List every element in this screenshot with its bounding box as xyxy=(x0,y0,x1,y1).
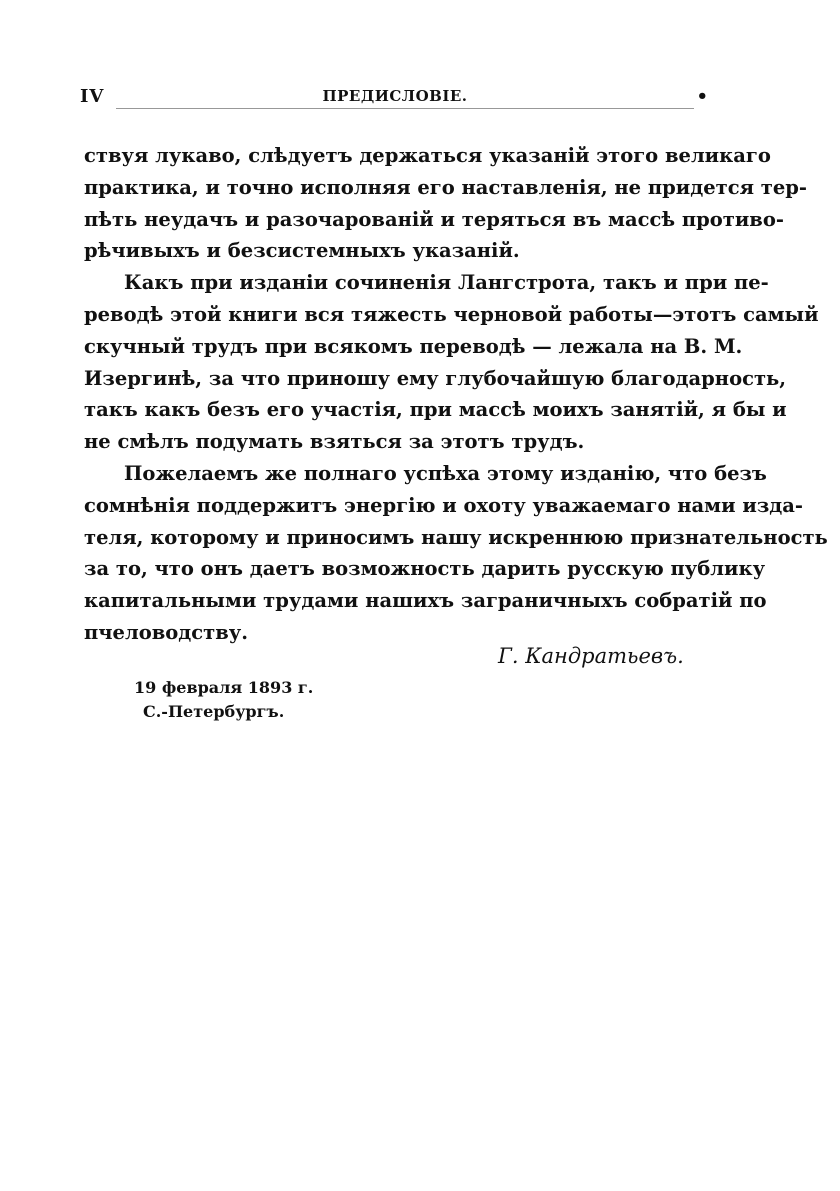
text-line: ствуя лукаво, слѣдуетъ держаться указаній этого великаго xyxy=(84,144,771,167)
paragraph-3 xyxy=(84,458,828,649)
text-line: теля, которому и приносимъ нашу искреннюю признательность xyxy=(84,525,828,549)
text-line: Изергинѣ, за что приношу ему глубочайшую благодарность, xyxy=(84,366,787,390)
text-line: практика, и точно исполняя его наставленія, не придется тер- xyxy=(84,175,808,199)
text-line: рѣчивыхъ и безсистемныхъ указаній. xyxy=(84,239,520,263)
place: С.-Петербургъ. xyxy=(143,702,285,721)
page-number: IV xyxy=(80,86,105,107)
text-line: такъ какъ безъ его участія, при массѣ моихъ занятій, я бы и xyxy=(84,398,787,422)
text-line: пѣть неудачъ и разочарованій и теряться въ массѣ противо- xyxy=(84,207,784,231)
date: 19 февраля 1893 г. xyxy=(134,678,314,697)
text-line: сомнѣнія поддержитъ энергію и охоту уважаемаго нами изда- xyxy=(84,493,803,517)
text-line: реводѣ этой книги вся тяжесть черновой работы—этотъ самый xyxy=(84,302,819,326)
text-line: скучный трудъ при всякомъ переводѣ — лежала на В. М. xyxy=(84,334,743,358)
paragraph-2 xyxy=(84,267,819,458)
page-header xyxy=(80,86,710,116)
text-line: пчеловодству. xyxy=(84,620,249,644)
text-line: не смѣлъ подумать взяться за этотъ трудъ. xyxy=(84,430,585,454)
running-title: ПРЕДИСЛОВІЕ. xyxy=(322,87,468,105)
body-text xyxy=(84,140,828,649)
paragraph-1 xyxy=(84,140,808,267)
text-line: Какъ при изданіи сочиненія Лангстрота, такъ и при пе- xyxy=(124,271,769,295)
header-rule xyxy=(116,108,694,111)
dateline xyxy=(134,676,313,724)
text-line: за то, что онъ даетъ возможность дарить русскую публику xyxy=(84,557,766,581)
header-dot-mark: • xyxy=(696,86,708,107)
text-line: Пожелаемъ же полнаго успѣха этому изданію, что безъ xyxy=(124,461,767,485)
text-line: капитальными трудами нашихъ заграничныхъ собратій по xyxy=(84,589,767,613)
author-signature: Г. Кандратьевъ. xyxy=(498,644,684,668)
